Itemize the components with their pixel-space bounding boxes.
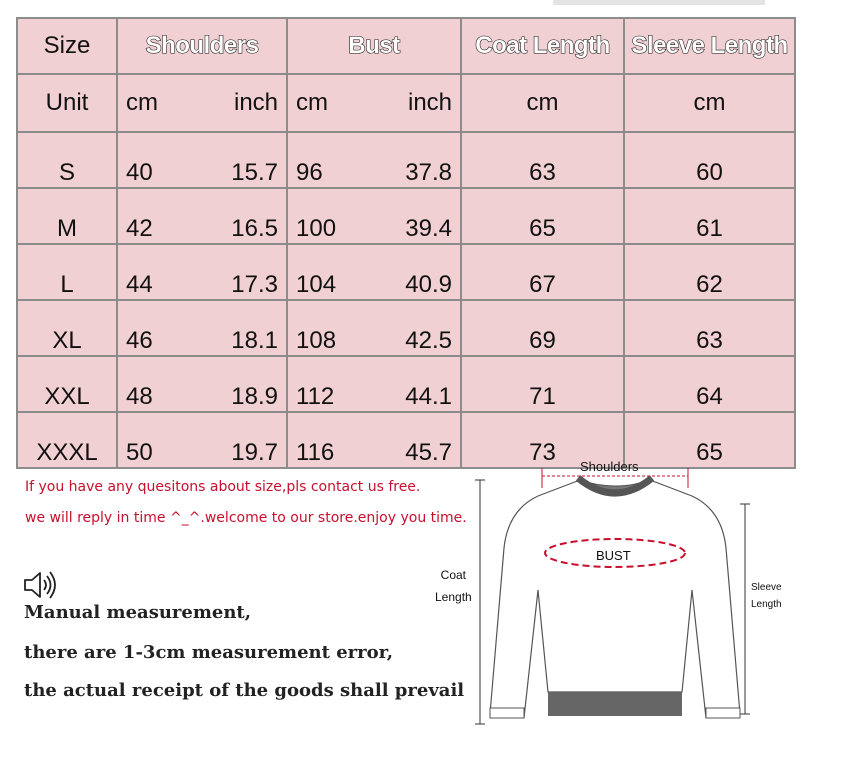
size-row: [17, 300, 795, 356]
header-shoulders: Shoulders: [117, 18, 287, 74]
bust-cm-cell: 112: [287, 356, 372, 412]
bust-cm-cell: 104: [287, 244, 372, 300]
coat-length-cell: 73: [461, 412, 624, 468]
measurement-error-text: there are 1-3cm measurement error,: [24, 642, 394, 663]
header-coat-length: Coat Length: [461, 18, 624, 74]
shoulders-cm-cell: 50: [117, 412, 202, 468]
unit-shoulders-cm: cm: [117, 74, 202, 132]
shoulders-cm-cell: 48: [117, 356, 202, 412]
size-cell: XXL: [17, 356, 117, 412]
header-sleeve-length: Sleeve Length: [624, 18, 795, 74]
sleeve-length-cell: 60: [624, 132, 795, 188]
sleeve-length-cell: 63: [624, 300, 795, 356]
shoulders-cm-cell: 46: [117, 300, 202, 356]
unit-shoulders-inch: inch: [202, 74, 287, 132]
sweater-diagram: [420, 452, 840, 752]
bust-cm-cell: 100: [287, 188, 372, 244]
shoulders-inch-cell: 19.7: [202, 412, 287, 468]
speaker-icon: [22, 567, 62, 603]
size-row: [17, 244, 795, 300]
header-bust: Bust: [287, 18, 461, 74]
coat-length-cell: 65: [461, 188, 624, 244]
bust-inch-cell: 44.1: [372, 356, 461, 412]
shoulders-inch-cell: 15.7: [202, 132, 287, 188]
size-row: [17, 356, 795, 412]
reply-note: we will reply in time ^_^.welcome to our store.enjoy you time.: [25, 510, 467, 526]
shoulders-cm-cell: 40: [117, 132, 202, 188]
header-row: [17, 18, 795, 74]
bust-label: BUST: [596, 548, 631, 563]
shoulders-inch-cell: 16.5: [202, 188, 287, 244]
size-cell: XL: [17, 300, 117, 356]
shoulders-cm-cell: 42: [117, 188, 202, 244]
sleeve-length-cell: 62: [624, 244, 795, 300]
coat-length-cell: 69: [461, 300, 624, 356]
sleeve-length-cell: 61: [624, 188, 795, 244]
size-cell: XXXL: [17, 412, 117, 468]
bust-inch-cell: 39.4: [372, 188, 461, 244]
unit-sleeve-cm: cm: [624, 74, 795, 132]
sleeve-length-cell: 64: [624, 356, 795, 412]
shoulders-inch-cell: 17.3: [202, 244, 287, 300]
sleeve-length-label: [751, 582, 782, 610]
bust-inch-cell: 42.5: [372, 300, 461, 356]
shoulders-inch-cell: 18.9: [202, 356, 287, 412]
coat-length-label: [435, 568, 472, 604]
sleeve-label-line1: Sleeve: [751, 582, 782, 593]
size-chart-table: [16, 17, 796, 469]
unit-coat-cm: cm: [461, 74, 624, 132]
coat-length-cell: 67: [461, 244, 624, 300]
sleeve-length-cell: 65: [624, 412, 795, 468]
shoulders-label: Shoulders: [580, 459, 639, 474]
bust-inch-cell: 37.8: [372, 132, 461, 188]
unit-row: [17, 74, 795, 132]
unit-bust-cm: cm: [287, 74, 372, 132]
header-size: Size: [17, 18, 117, 74]
bust-cm-cell: 108: [287, 300, 372, 356]
manual-measurement-text: Manual measurement,: [24, 602, 252, 623]
size-cell: M: [17, 188, 117, 244]
shoulders-cm-cell: 44: [117, 244, 202, 300]
size-cell: S: [17, 132, 117, 188]
contact-note: If you have any quesitons about size,pls contact us free.: [25, 479, 421, 495]
size-row: [17, 188, 795, 244]
unit-label: Unit: [17, 74, 117, 132]
top-gray-bar: [553, 0, 765, 5]
coat-length-cell: 71: [461, 356, 624, 412]
coat-label-line1: Coat: [440, 568, 467, 582]
bust-inch-cell: 40.9: [372, 244, 461, 300]
bust-cm-cell: 96: [287, 132, 372, 188]
bust-cm-cell: 116: [287, 412, 372, 468]
sleeve-label-line2: Length: [751, 599, 782, 610]
unit-bust-inch: inch: [372, 74, 461, 132]
bust-inch-cell: 45.7: [372, 412, 461, 468]
size-row: [17, 132, 795, 188]
coat-length-cell: 63: [461, 132, 624, 188]
size-cell: L: [17, 244, 117, 300]
shoulders-inch-cell: 18.1: [202, 300, 287, 356]
actual-receipt-text: the actual receipt of the goods shall prevail: [24, 680, 465, 701]
coat-label-line2: Length: [435, 590, 472, 604]
